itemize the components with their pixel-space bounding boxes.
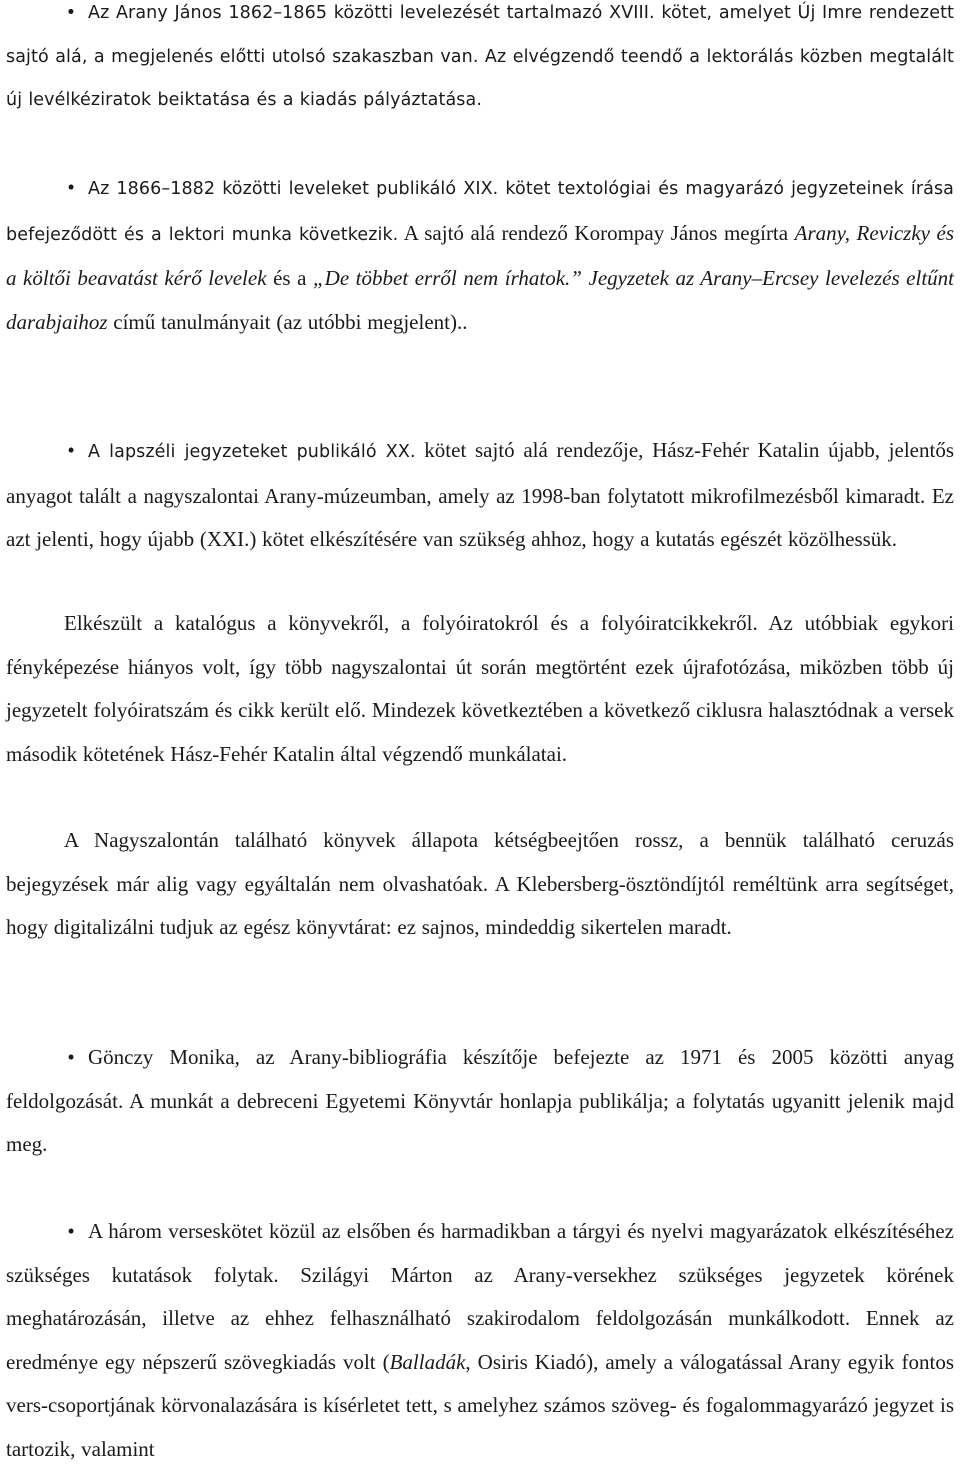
paragraph-text: A három verseskötet közül az elsőben és harmadikban a tárgyi és nyelvi magyarázatok elkészítéséhez szükséges kutatások folytak. Szilágyi Márton az Arany-versekhez szükséges jegyzetek körének meghatározásán, illetve az ehhez felhasználható szakirodalom feldolgozásán munkálkodott. Ennek az eredménye egy népszerű szövegkiadás volt ( bbox=[6, 1219, 954, 1374]
paragraph-text: A Nagyszalontán található könyvek állapota kétségbeejtően rossz, a bennük található ceruzás bejegyzések már alig vagy egyáltalán nem olvashatóak. A Klebersberg-ösztöndíjtól reméltünk arra segítséget, hogy digitalizálni tudjuk az egész könyvtárat: ez sajnos, mindeddig sikertelen maradt. bbox=[6, 828, 954, 940]
paragraph-text: Elkészült a katalógus a könyvekről, a folyóiratokról és a folyóiratcikkekről. Az utóbbiak egykori fényképezése hiányos volt, így több nagyszalontai út során megtörtént ezek újrafotózása, miközben több új jegyzetelt folyóiratszám és cikk került elő. Mindezek következtében a következő ciklusra halasztódnak a versek második kötetének Hász-Fehér Katalin által végzendő munkálatai. bbox=[6, 611, 954, 766]
paragraph-7 bbox=[6, 1210, 954, 1472]
article-title: Arany, Reviczky és a költői beavatást kérő levelek bbox=[6, 220, 955, 291]
bullet: • bbox=[67, 1219, 75, 1243]
paragraph-text-sans: A lapszéli jegyzeteket publikáló XX. bbox=[88, 442, 416, 462]
bullet: • bbox=[67, 175, 75, 199]
paragraph-5 bbox=[6, 819, 954, 950]
paragraph-3 bbox=[6, 429, 954, 562]
paragraph-text: Gönczy Monika, az Arany-bibliográfia készítője befejezte az 1971 és 2005 közötti anyag feldolgozását. A munkát a debreceni Egyetemi Könyvtár honlapja publikálja; a folytatás ugyanitt jelenik majd meg. bbox=[6, 1045, 954, 1157]
paragraph-1 bbox=[6, 0, 954, 123]
paragraph-text: kötet sajtó alá rendezője, Hász-Fehér Katalin újabb, jelentős anyagot talált a nagyszalontai Arany-múzeumban, amely az 1998-ban folytatott mikrofilmezésből kimaradt. Ez azt jelenti, hogy újabb (XXI.) kötet elkészítésére van szükség ahhoz, hogy a kutatás egészét közölhessük. bbox=[6, 438, 954, 552]
paragraph-text: A sajtó alá rendező Korompay János megírta bbox=[398, 220, 795, 245]
bullet: • bbox=[67, 438, 75, 462]
bullet: • bbox=[67, 1045, 75, 1069]
paragraph-4 bbox=[6, 602, 954, 776]
paragraph-text: című tanulmányait (az utóbbi megjelent).. bbox=[107, 309, 468, 334]
paragraph-6 bbox=[6, 1036, 954, 1167]
paragraph-text: és a bbox=[266, 266, 313, 291]
paragraph-text-sans: Az 1866–1882 közötti leveleket publikáló XIX. kötet textológiai és magyarázó jegyzeteinek írása befejeződött és a lektori munka következik. bbox=[6, 179, 954, 245]
paragraph-text: Az Arany János 1862–1865 közötti levelezését tartalmazó XVIII. kötet, amelyet Új Imre rendezett sajtó alá, a megjelenés előtti utolsó szakaszban van. Az elvégzendő teendő a lektorálás közben megtalált új levélkéziratok beiktatása és a kiadás pályáztatása. bbox=[6, 3, 954, 111]
book-title: Balladák bbox=[389, 1349, 466, 1374]
paragraph-2 bbox=[6, 166, 954, 344]
article-title: „De többet erről nem írhatok.” Jegyzetek az Arany–Ercsey levelezés eltűnt darabjaihoz bbox=[6, 266, 954, 334]
bullet: • bbox=[65, 3, 77, 23]
paragraph-text: , Osiris Kiadó), amely a válogatással Arany egyik fontos vers-csoportjának körvonalazására is kísérletet tett, s amelyhez számos szöveg- és fogalommagyarázó jegyzet is tartozik, valamint bbox=[6, 1349, 954, 1461]
